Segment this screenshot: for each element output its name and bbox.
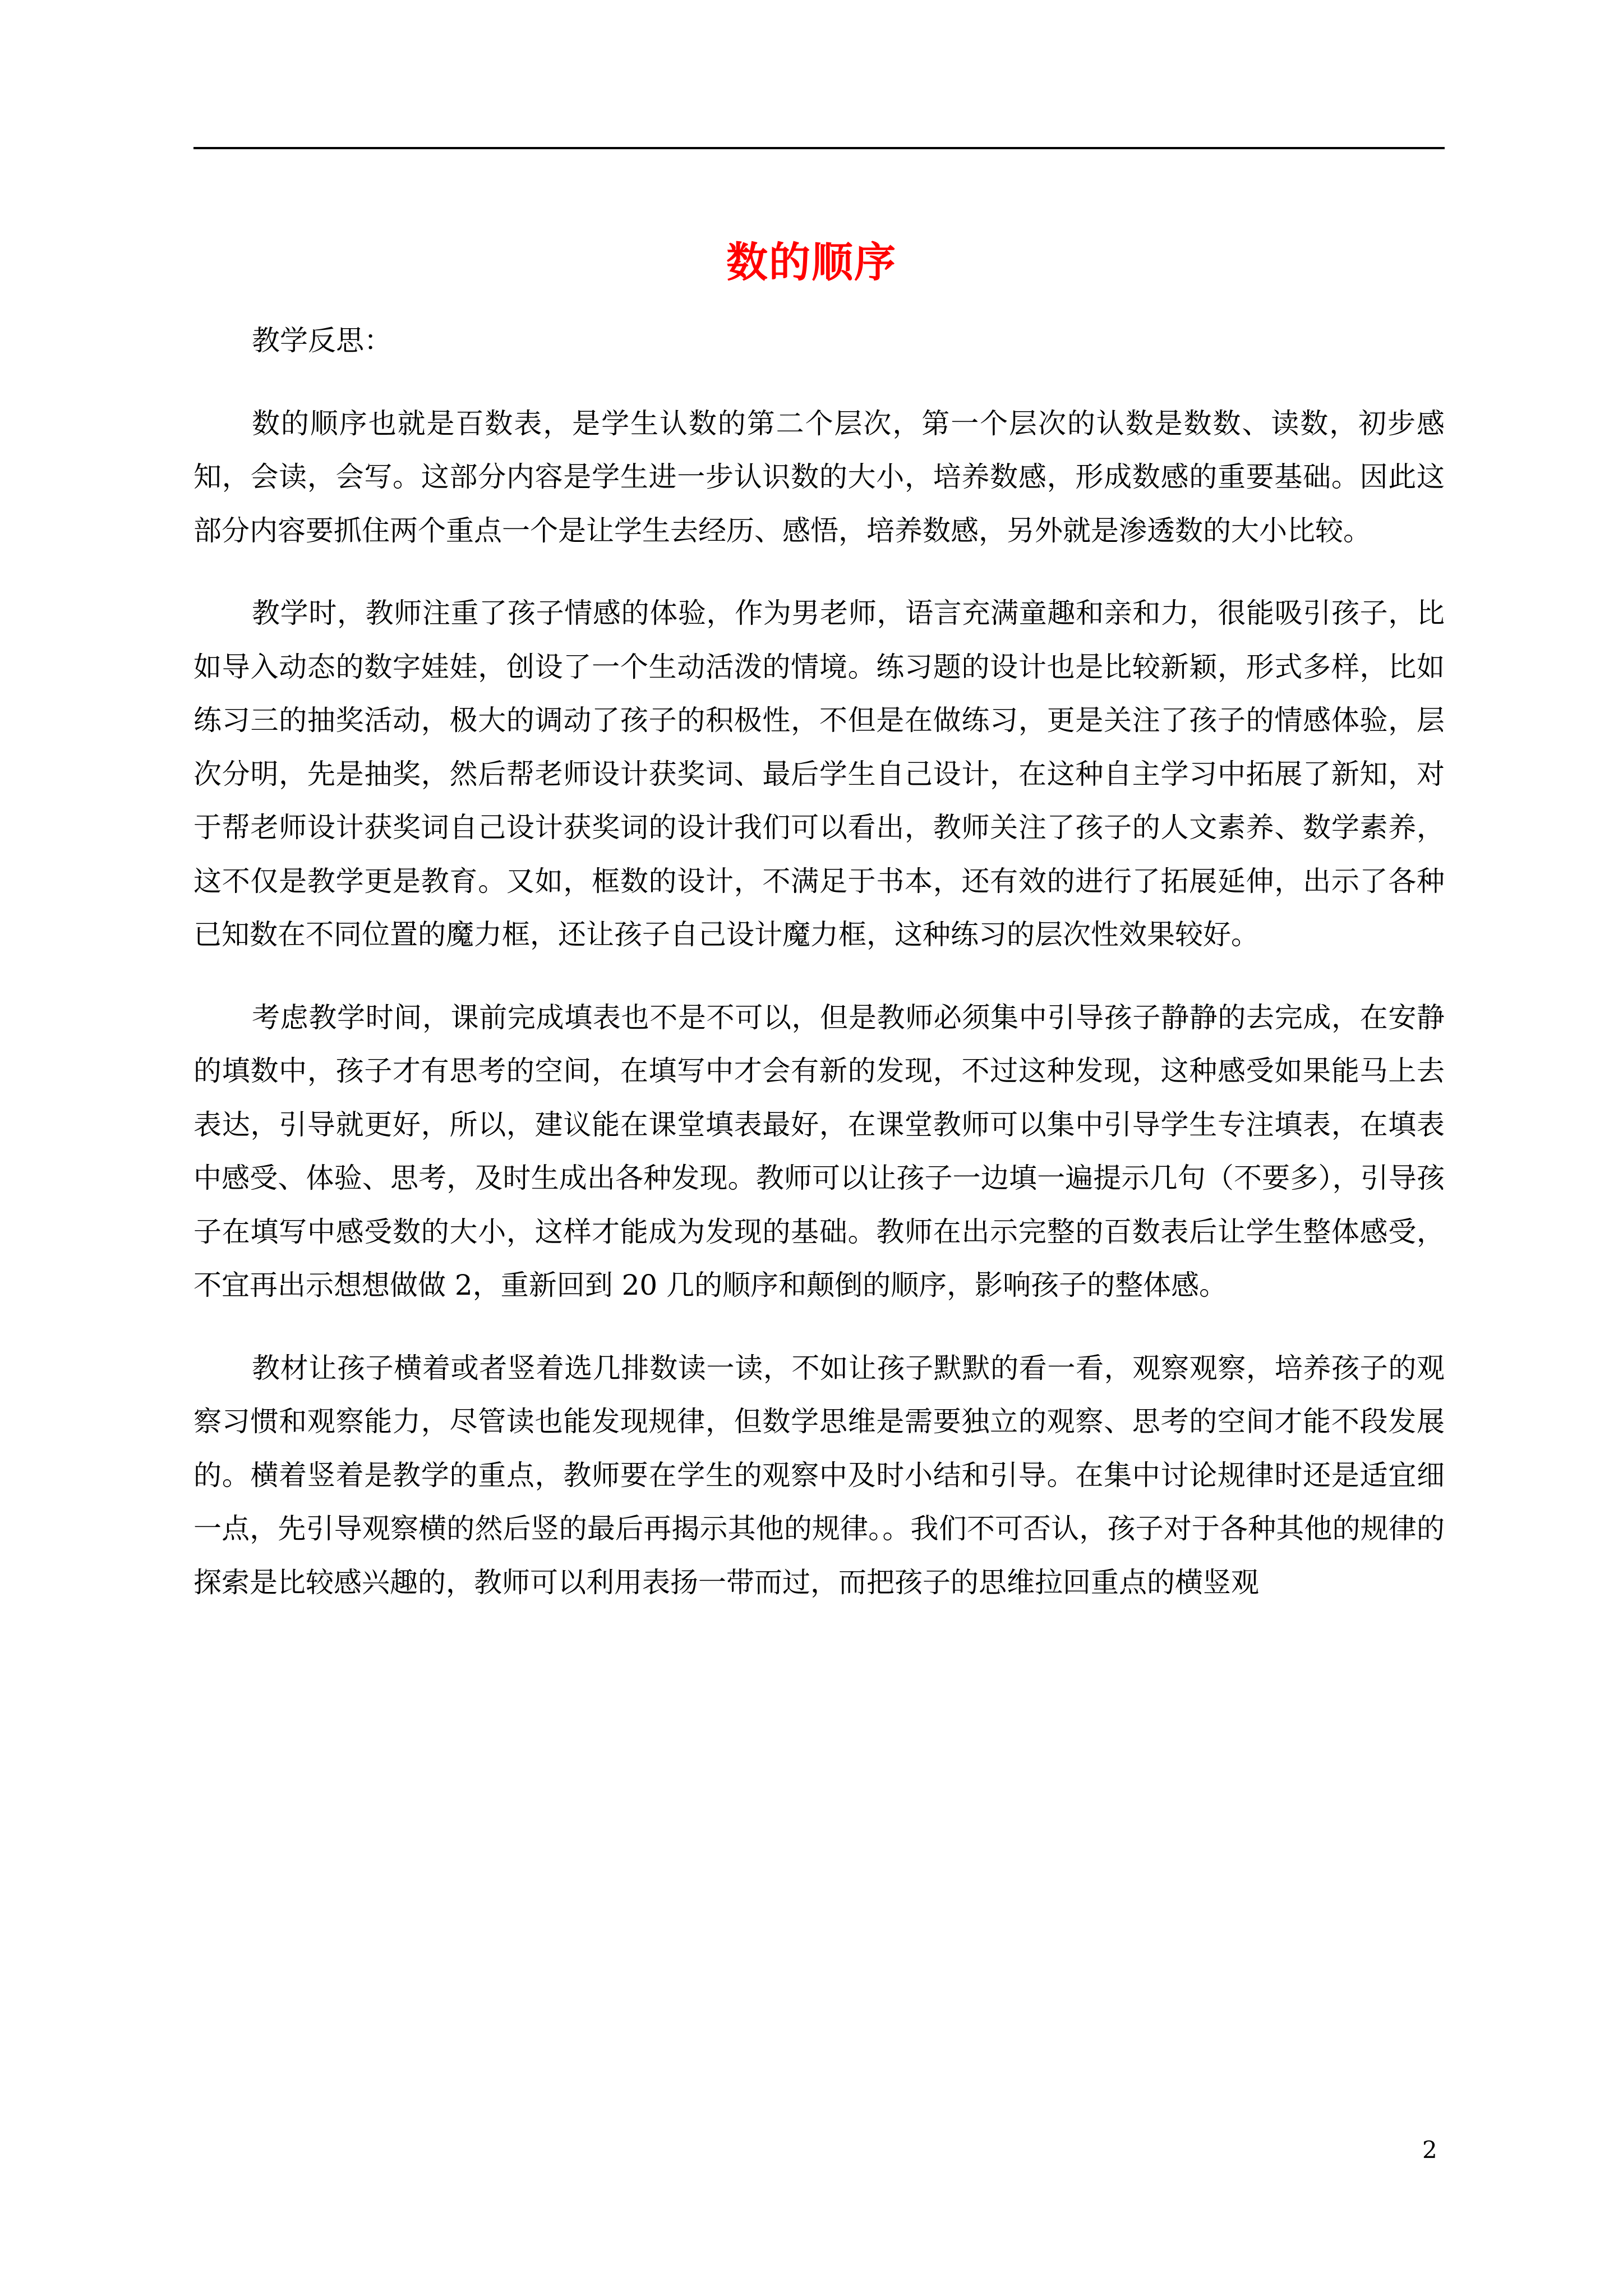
paragraph-4: 教材让孩子横着或者竖着选几排数读一读，不如让孩子默默的看一看，观察观察，培养孩子的观察习惯和观察能力，尽管读也能发现规律，但数学思维是需要独立的观察、思考的空间才能不段发展的。横着竖着是教学的重点，教师要在学生的观察中及时小结和引导。在集中讨论规律时还是适宜细一点，先引导观察横的然后竖的最后再揭示其他的规律。。我们不可否认，孩子对于各种其他的规律的探索是比较感兴趣的，教师可以利用表扬一带而过，而把孩子的思维拉回重点的横竖观 [193, 1351, 1445, 1599]
document-body [193, 314, 1445, 1639]
page-number: 2 [1422, 2136, 1437, 2164]
paragraph-2: 教学时，教师注重了孩子情感的体验，作为男老师，语言充满童趣和亲和力，很能吸引孩子，比如导入动态的数字娃娃，创设了一个生动活泼的情境。练习题的设计也是比较新颖，形式多样，比如练习三的抽奖活动，极大的调动了孩子的积极性，不但是在做练习，更是关注了孩子的情感体验，层次分明，先是抽奖，然后帮老师设计获奖词、最后学生自己设计，在这种自主学习中拓展了新知，对于帮老师设计获奖词自己设计获奖词的设计我们可以看出，教师关注了孩子的人文素养、数学素养，这不仅是教学更是教育。又如，框数的设计，不满足于书本，还有效的进行了拓展延伸，出示了各种已知数在不同位置的魔力框，还让孩子自己设计魔力框，这种练习的层次性效果较好。 [193, 597, 1445, 951]
document-title: 数的顺序 [726, 238, 897, 287]
paragraph-1: 数的顺序也就是百数表，是学生认数的第二个层次，第一个层次的认数是数数、读数，初步感知，会读，会写。这部分内容是学生进一步认识数的大小，培养数感，形成数感的重要基础。因此这部分内容要抓住两个重点一个是让学生去经历、感悟，培养数感，另外就是渗透数的大小比较。 [193, 407, 1445, 547]
section-label: 教学反思： [252, 324, 392, 357]
header-rule [193, 147, 1445, 149]
paragraph-3: 考虑教学时间，课前完成填表也不是不可以，但是教师必须集中引导孩子静静的去完成，在安静的填数中，孩子才有思考的空间，在填写中才会有新的发现，不过这种发现，这种感受如果能马上去表达，引导就更好，所以，建议能在课堂填表最好，在课堂教师可以集中引导学生专注填表，在填表中感受、体验、思考，及时生成出各种发现。教师可以让孩子一边填一遍提示几句（不要多），引导孩子在填写中感受数的大小，这样才能成为发现的基础。教师在出示完整的百数表后让学生整体感受，不宜再出示想想做做 2，重新回到 20 几的顺序和颠倒的顺序，影响孩子的整体感。 [193, 1001, 1445, 1301]
